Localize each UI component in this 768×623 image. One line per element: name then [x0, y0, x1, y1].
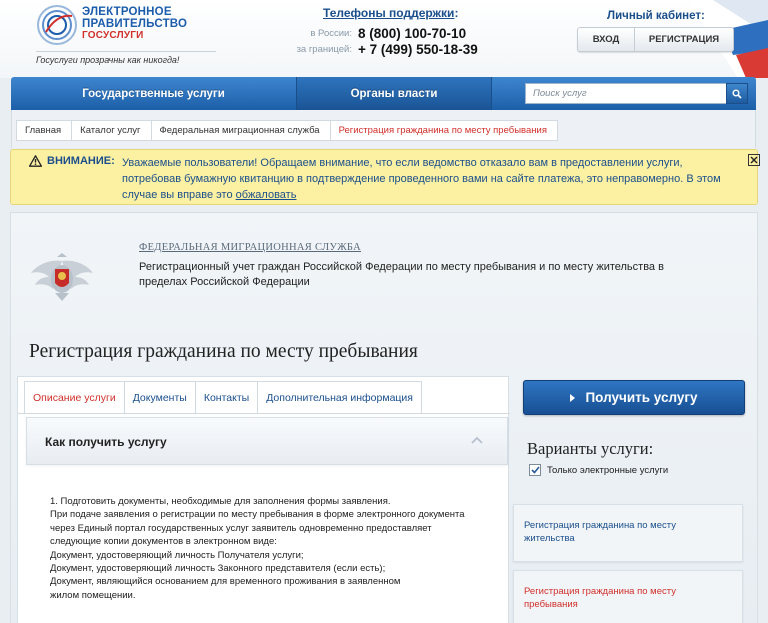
variant-stay[interactable] [513, 570, 743, 623]
breadcrumb-current-label: Регистрация гражданина по месту пребывания [338, 125, 547, 136]
notice-body: Уважаемые пользователи! Обращаем внимание, что если ведомство отказало вам в предоставлении услуги, потребовав бумажную квитанцию в подтверждение проведенного вами на сайте платежа, это неправомерно. В этом случае вы вправе это [122, 157, 721, 201]
accordion-title: Как получить услугу [45, 435, 167, 449]
login-button[interactable]: ВХОД [578, 28, 635, 51]
play-icon [570, 394, 575, 402]
close-icon [750, 156, 758, 164]
tab-additional-info[interactable]: Дополнительная информация [257, 381, 422, 413]
phone-russia-row [290, 26, 466, 41]
tabs-divider [18, 413, 510, 414]
breadcrumb-home[interactable] [16, 120, 72, 141]
step-line: Документ, удостоверяющий личность Законного представителя (если есть); [50, 563, 386, 575]
search-input[interactable] [525, 83, 726, 104]
gosuslugi-emblem-icon [36, 4, 78, 46]
step-line: через Единый портал государственных услуг заявитель одновременно предоставляет [50, 522, 432, 534]
tab-documents[interactable]: Документы [124, 381, 196, 413]
logo-divider [36, 51, 216, 52]
phone-abroad-label: за границей: [296, 44, 352, 55]
get-service-label: Получить услугу [585, 390, 698, 405]
get-service-button[interactable] [523, 380, 745, 415]
variant-residence[interactable] [513, 504, 743, 562]
variant-stay-label: Регистрация гражданина по месту пребывания [524, 586, 676, 610]
search-box [525, 83, 748, 104]
variants-title: Варианты услуги: [527, 439, 654, 458]
main-nav [11, 77, 756, 110]
nav-item-gov-services[interactable]: Государственные услуги [11, 77, 297, 110]
cabinet-buttons [577, 27, 734, 52]
support-title-text[interactable]: Телефоны поддержки [323, 6, 455, 20]
phone-abroad-row [290, 42, 478, 57]
breadcrumb [11, 110, 756, 148]
phone-russia-label: в России: [310, 28, 352, 39]
step-line: жилом помещении. [50, 589, 136, 601]
logo-line-1: ЭЛЕКТРОННОЕ [82, 6, 172, 18]
service-tabs [24, 381, 421, 413]
service-info-panel [17, 376, 509, 623]
only-electronic-checkbox[interactable] [529, 464, 541, 476]
nav-item-authorities[interactable]: Органы власти [297, 77, 492, 110]
agency-description: Регистрационный учет граждан Российской Федерации по месту пребывания и по месту жительства в пределах Российской Федерации [139, 261, 664, 288]
step-line: При подаче заявления о регистрации по месту пребывания в форме электронного документа [50, 509, 465, 521]
notice-close-button[interactable] [748, 154, 760, 166]
agency-name-link[interactable]: ФЕДЕРАЛЬНАЯ МИГРАЦИОННАЯ СЛУЖБА [139, 242, 361, 253]
breadcrumb-current [330, 120, 558, 141]
chevron-up-icon [471, 436, 483, 444]
breadcrumb-home-label: Главная [25, 125, 62, 136]
tab-contacts[interactable]: Контакты [195, 381, 258, 413]
notice-label: ВНИМАНИЕ: [47, 155, 115, 167]
logo-tagline: Госуслуги прозрачны как никогда! [36, 55, 180, 65]
site-header [0, 0, 768, 78]
register-button[interactable]: РЕГИСТРАЦИЯ [648, 34, 720, 45]
checkmark-icon [531, 466, 540, 474]
appeal-link[interactable]: обжаловать [235, 189, 297, 201]
search-icon [732, 89, 742, 99]
breadcrumb-fms[interactable] [151, 120, 331, 141]
support-title[interactable] [323, 6, 458, 20]
support-title-colon: : [454, 6, 459, 20]
phone-abroad: + 7 (499) 550-18-39 [358, 42, 478, 57]
logo-line-3: ГОСУСЛУГИ [82, 30, 144, 41]
step-line: Документ, являющийся основанием для временного проживания в заявленном [50, 576, 401, 588]
search-button[interactable] [726, 83, 748, 104]
breadcrumb-catalog[interactable] [71, 120, 151, 141]
warning-notice [10, 149, 758, 205]
logo-line-2: ПРАВИТЕЛЬСТВО [82, 18, 188, 30]
breadcrumb-fms-label: Федеральная миграционная служба [159, 125, 320, 136]
step-line: следующие копии документов в электронном виде: [50, 536, 277, 548]
tab-description[interactable]: Описание услуги [24, 381, 125, 413]
gosuslugi-logo[interactable] [36, 4, 246, 65]
breadcrumb-catalog-label: Каталог услуг [80, 125, 141, 136]
how-to-get-accordion[interactable] [26, 417, 508, 465]
logo-text [82, 6, 187, 42]
notice-text [122, 155, 722, 203]
only-electronic-filter[interactable] [529, 464, 668, 476]
step-line: Документ, удостоверяющий личность Получателя услуги; [50, 549, 304, 561]
fms-emblem-icon [29, 251, 95, 303]
step-line: 1. Подготовить документы, необходимые для заполнения формы заявления. [50, 496, 391, 507]
warning-icon [29, 155, 42, 167]
service-page [10, 212, 758, 623]
breadcrumb-list [16, 120, 557, 141]
phone-russia: 8 (800) 100-70-10 [358, 26, 467, 41]
only-electronic-label: Только электронные услуги [547, 464, 669, 476]
service-steps [50, 495, 490, 602]
cabinet-title: Личный кабинет: [607, 10, 705, 22]
page-title: Регистрация гражданина по месту пребывания [29, 341, 418, 362]
variant-residence-label: Регистрация гражданина по месту жительства [524, 520, 676, 544]
